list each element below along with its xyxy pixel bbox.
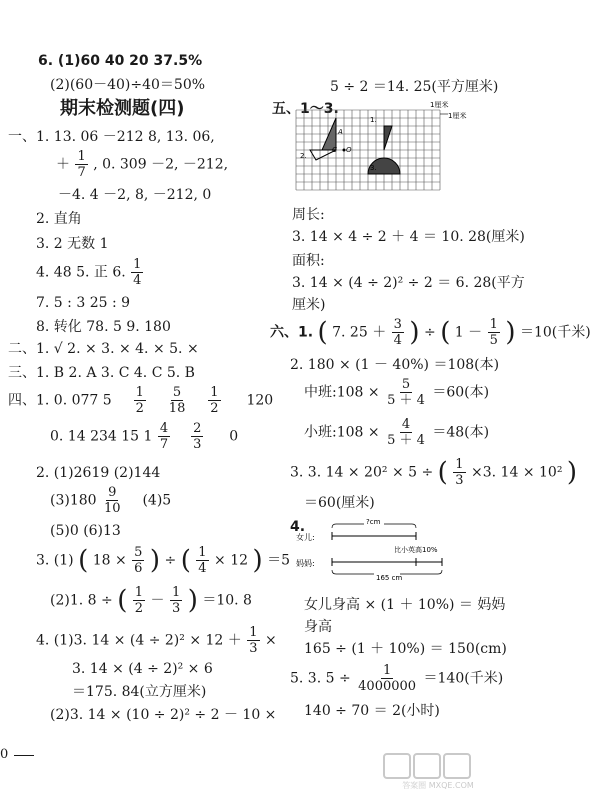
grid-label-3: 3. [370, 164, 377, 172]
section-6-5 [290, 664, 503, 693]
diagram-top-label: ?cm [366, 518, 381, 526]
section-4-1b [50, 422, 238, 451]
ans-text: 1 － [454, 324, 483, 341]
section-6-3 [290, 458, 577, 487]
paren: ) [149, 545, 161, 576]
grid-label-2: 2. [300, 152, 307, 160]
page-line [14, 755, 34, 756]
ans-text: 中班:108 × [304, 384, 380, 401]
diagram-daughter: 女儿: [296, 533, 315, 542]
small-class [304, 418, 489, 447]
perimeter-calc: 3. 14 × 4 ÷ 2 ＋ 4 ＝ 10. 28(厘米) [292, 229, 525, 245]
fraction: $\frac{1}{5}$ [489, 317, 498, 348]
ans-text: ÷ [424, 324, 436, 341]
unit-label-side: 1厘米 [448, 112, 467, 120]
ans-text: ＝10. 8 [202, 592, 252, 609]
paren: ) [505, 317, 516, 348]
fraction: $\frac{5}{6}$ [134, 545, 143, 576]
r-line-1: 5 ÷ 2 ＝14. 25(平方厘米) [330, 79, 499, 95]
ans-text: ÷ [164, 552, 177, 569]
grid-label-1: 1. [370, 116, 377, 124]
paren: ( [437, 457, 448, 488]
ans-text: 3. (1) [36, 552, 74, 569]
section-4-2c: (5)0 (6)13 [50, 523, 121, 539]
ans-text: ＝10(千米) [519, 324, 591, 341]
diagram-note: 比小英高10% [394, 546, 438, 554]
ans-text: , 0. 309 －2, －212, [93, 156, 229, 173]
ans-text: ＝5 [267, 552, 291, 569]
ans-text: ×3. 14 × 10² [471, 464, 563, 481]
diagram-bottom-label: 165 cm [376, 574, 403, 582]
fraction: $\frac{5}{18}$ [168, 385, 186, 416]
fraction: $\frac{1}{3}$ [455, 457, 464, 488]
grid-label-c: C [332, 146, 337, 154]
equation-text-2: 身高 [304, 619, 332, 635]
ans-2: 2. 直角 [36, 211, 82, 227]
section-4-3 [36, 546, 290, 575]
ans-1-3: －4. 4 －2, 8, －212, 0 [58, 187, 212, 203]
ans-text: 小班:108 × [304, 424, 380, 441]
area-label: 面积: [292, 253, 325, 269]
ans-text: (2)1. 8 ÷ [50, 592, 113, 609]
paren: ) [566, 457, 578, 488]
ans-6: 6. (1)60 40 20 37.5% [38, 53, 203, 69]
ans-4-6 [36, 258, 144, 287]
fraction: $\frac{1}{2}$ [134, 585, 144, 616]
ans-3: 3. 2 无数 1 [36, 236, 109, 252]
paren: ) [252, 545, 263, 576]
fraction: $\frac{1}{3}$ [171, 585, 181, 616]
ans-text: (3)180 [50, 492, 97, 509]
ans-text: 5. 3. 5 ÷ [290, 670, 351, 687]
section-4-1 [8, 386, 273, 415]
ans-text: ＝48(本) [432, 424, 490, 441]
section-3: 三、1. B 2. A 3. C 4. C 5. B [8, 365, 195, 381]
triangle-1 [384, 126, 392, 150]
ans-text: 0 [229, 428, 239, 445]
watermark-text: 答案圈 MXQE.COM [402, 781, 474, 790]
fraction: $\frac{1}{7}$ [77, 149, 86, 180]
section-4-3b [50, 586, 252, 615]
ans-text: 18 × [92, 552, 127, 569]
section-title: 期末检测题(四) [60, 98, 185, 119]
section-4-4 [36, 626, 277, 655]
paren: ( [117, 585, 128, 616]
ans-text: × 12 [214, 552, 249, 569]
section-4-4c: ＝175. 84(立方厘米) [72, 684, 207, 700]
grid-label-o: O [346, 146, 352, 154]
ans-text: ＝60(本) [432, 384, 490, 401]
ans-text: 六、1. [270, 324, 314, 341]
ans-text: 四、1. 0. 077 5 [8, 392, 112, 409]
unit-label-top: 1厘米 [430, 101, 449, 109]
section-4-4d: (2)3. 14 × (10 ÷ 2)² ÷ 2 － 10 × [50, 707, 277, 723]
paren: ( [180, 545, 191, 576]
fraction: $\frac{1}{4000000}$ [358, 663, 417, 694]
area-calc: 3. 14 × (4 ÷ 2)² ÷ 2 ＝ 6. 28(平方 [292, 275, 525, 291]
ans-1-1: 一、1. 13. 06 －212 8, 13. 06, [8, 129, 215, 145]
fraction: $\frac{2}{3}$ [193, 421, 202, 452]
grid-label-a: A [338, 128, 343, 136]
fraction: $\frac{1}{2}$ [210, 385, 219, 416]
fraction: $\frac{4}{5 + 4}$ [387, 417, 425, 448]
ans-text: × [264, 632, 277, 649]
fraction: $\frac{1}{4}$ [198, 545, 207, 576]
paren: ) [409, 317, 420, 348]
ans-8-9: 8. 转化 78. 5 9. 180 [36, 319, 171, 335]
fraction: $\frac{4}{7}$ [159, 421, 169, 452]
ans-6-2: (2)(60－40)÷40＝50% [50, 77, 206, 93]
page-number: 0 [0, 747, 9, 762]
section-4-2: 2. (1)2619 (2)144 [36, 465, 161, 481]
equation-calc: 165 ÷ (1 ＋ 10%) ＝ 150(cm) [304, 641, 507, 657]
section-4-2b [50, 486, 171, 515]
ans-text: 7. 25 ＋ [332, 324, 387, 341]
ans-text: 0. 14 234 15 1 [50, 428, 153, 445]
ans-7: 7. 5 : 3 25 : 9 [36, 295, 131, 311]
section-6-3b: ＝60(厘米) [304, 495, 375, 511]
equation-text: 女儿身高 × (1 ＋ 10%) ＝ 妈妈 [304, 597, 506, 613]
watermark [382, 750, 492, 794]
ans-text: － [150, 592, 165, 609]
area-unit: 厘米) [292, 297, 326, 313]
ans-1-2 [56, 150, 228, 179]
fraction: $\frac{1}{4}$ [133, 257, 142, 288]
fraction: $\frac{1}{2}$ [135, 385, 144, 416]
section-2: 二、1. √ 2. × 3. × 4. × 5. × [8, 341, 199, 357]
plus-sign: ＋ [56, 156, 70, 173]
fraction: $\frac{9}{10}$ [104, 485, 121, 516]
ans-text: 4. (1)3. 14 × (4 ÷ 2)² × 12 ＋ [36, 632, 242, 649]
diagram-mother: 妈妈: [296, 559, 315, 568]
section-6-2: 2. 180 × (1 － 40%) ＝108(本) [290, 357, 500, 373]
perimeter-label: 周长: [292, 207, 325, 223]
segment-diagram [296, 514, 466, 588]
ans-text: (4)5 [142, 492, 172, 509]
paren: ( [440, 317, 451, 348]
section-5: 五、1～3. [272, 101, 339, 117]
section-4-4b: 3. 14 × (4 ÷ 2)² × 6 [72, 661, 213, 677]
paren: ( [78, 545, 89, 576]
ans-text: 4. 48 5. 正 6. [36, 264, 131, 281]
fraction: $\frac{1}{3}$ [249, 625, 258, 656]
fraction: $\frac{5}{5 + 4}$ [387, 377, 425, 408]
section-6-4: 4. [290, 519, 306, 535]
section-6-1 [270, 318, 591, 347]
middle-class [304, 378, 489, 407]
ans-text: ＝140(千米) [423, 670, 504, 687]
ans-text: 3. 3. 14 × 20² × 5 ÷ [290, 464, 434, 481]
section-6-5b: 140 ÷ 70 ＝ 2(小时) [304, 703, 440, 719]
paren: ) [187, 585, 198, 616]
paren: ( [317, 317, 328, 348]
fraction: $\frac{3}{4}$ [393, 317, 402, 348]
ans-text: 120 [246, 392, 274, 409]
